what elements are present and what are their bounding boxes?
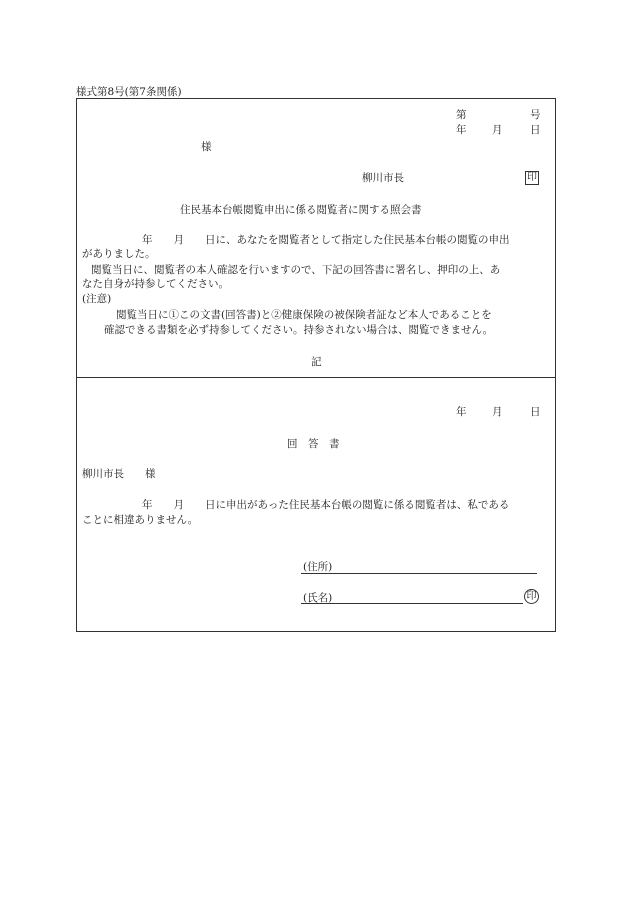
note-line-1: 閲覧当日に①この文書(回答書)と②健康保険の被保険者証など本人であることを [116, 309, 492, 321]
reference-number-suffix: 号 [530, 109, 541, 121]
reply-date-year: 年 [456, 406, 467, 418]
form-number-label: 様式第8号(第7条関係) [76, 86, 182, 98]
reply-title: 回 答 書 [287, 438, 340, 450]
instruction-paragraph-line-1: 閲覧当日に、閲覧者の本人確認を行いますので、下記の回答書に署名し、押印の上、あ [91, 264, 501, 276]
name-label: (氏名) [303, 592, 333, 604]
issue-date-day: 日 [530, 124, 541, 136]
address-label: (住所) [303, 561, 333, 573]
issue-date-year: 年 [456, 124, 467, 136]
notice-paragraph-line-1: 年 月 日に、あなたを閲覧者として指定した住民基本台帳の閲覧の申出 [142, 234, 510, 246]
reply-body-line-2: ことに相違ありません。 [82, 514, 199, 526]
address-field-line[interactable] [301, 573, 537, 574]
document-title: 住民基本台帳閲覧申出に係る閲覧者に関する照会書 [180, 204, 422, 216]
note-line-2: 確認できる書類を必ず持参してください。持参されない場合は、閲覧できません。 [104, 324, 494, 336]
notice-paragraph-line-2: がありました。 [82, 248, 156, 260]
reply-date-month: 月 [492, 406, 503, 418]
official-seal-icon: 印 [527, 172, 537, 183]
section-divider [76, 377, 556, 378]
instruction-paragraph-line-2: なた自身が持参してください。 [82, 278, 229, 290]
mayor-title: 柳川市長 [362, 172, 404, 184]
recipient-honorific: 様 [201, 141, 212, 153]
reply-body-line-1: 年 月 日に申出があった住民基本台帳の閲覧に係る閲覧者は、私である [142, 499, 510, 511]
note-heading: (注意) [82, 293, 112, 305]
signature-seal-icon: 印 [524, 589, 539, 604]
issue-date-month: 月 [492, 124, 503, 136]
name-field-line[interactable] [301, 603, 523, 604]
ki-marker: 記 [311, 356, 322, 368]
reference-number-prefix: 第 [456, 109, 467, 121]
reply-date-day: 日 [530, 406, 541, 418]
reply-addressee: 柳川市長 様 [82, 468, 156, 480]
